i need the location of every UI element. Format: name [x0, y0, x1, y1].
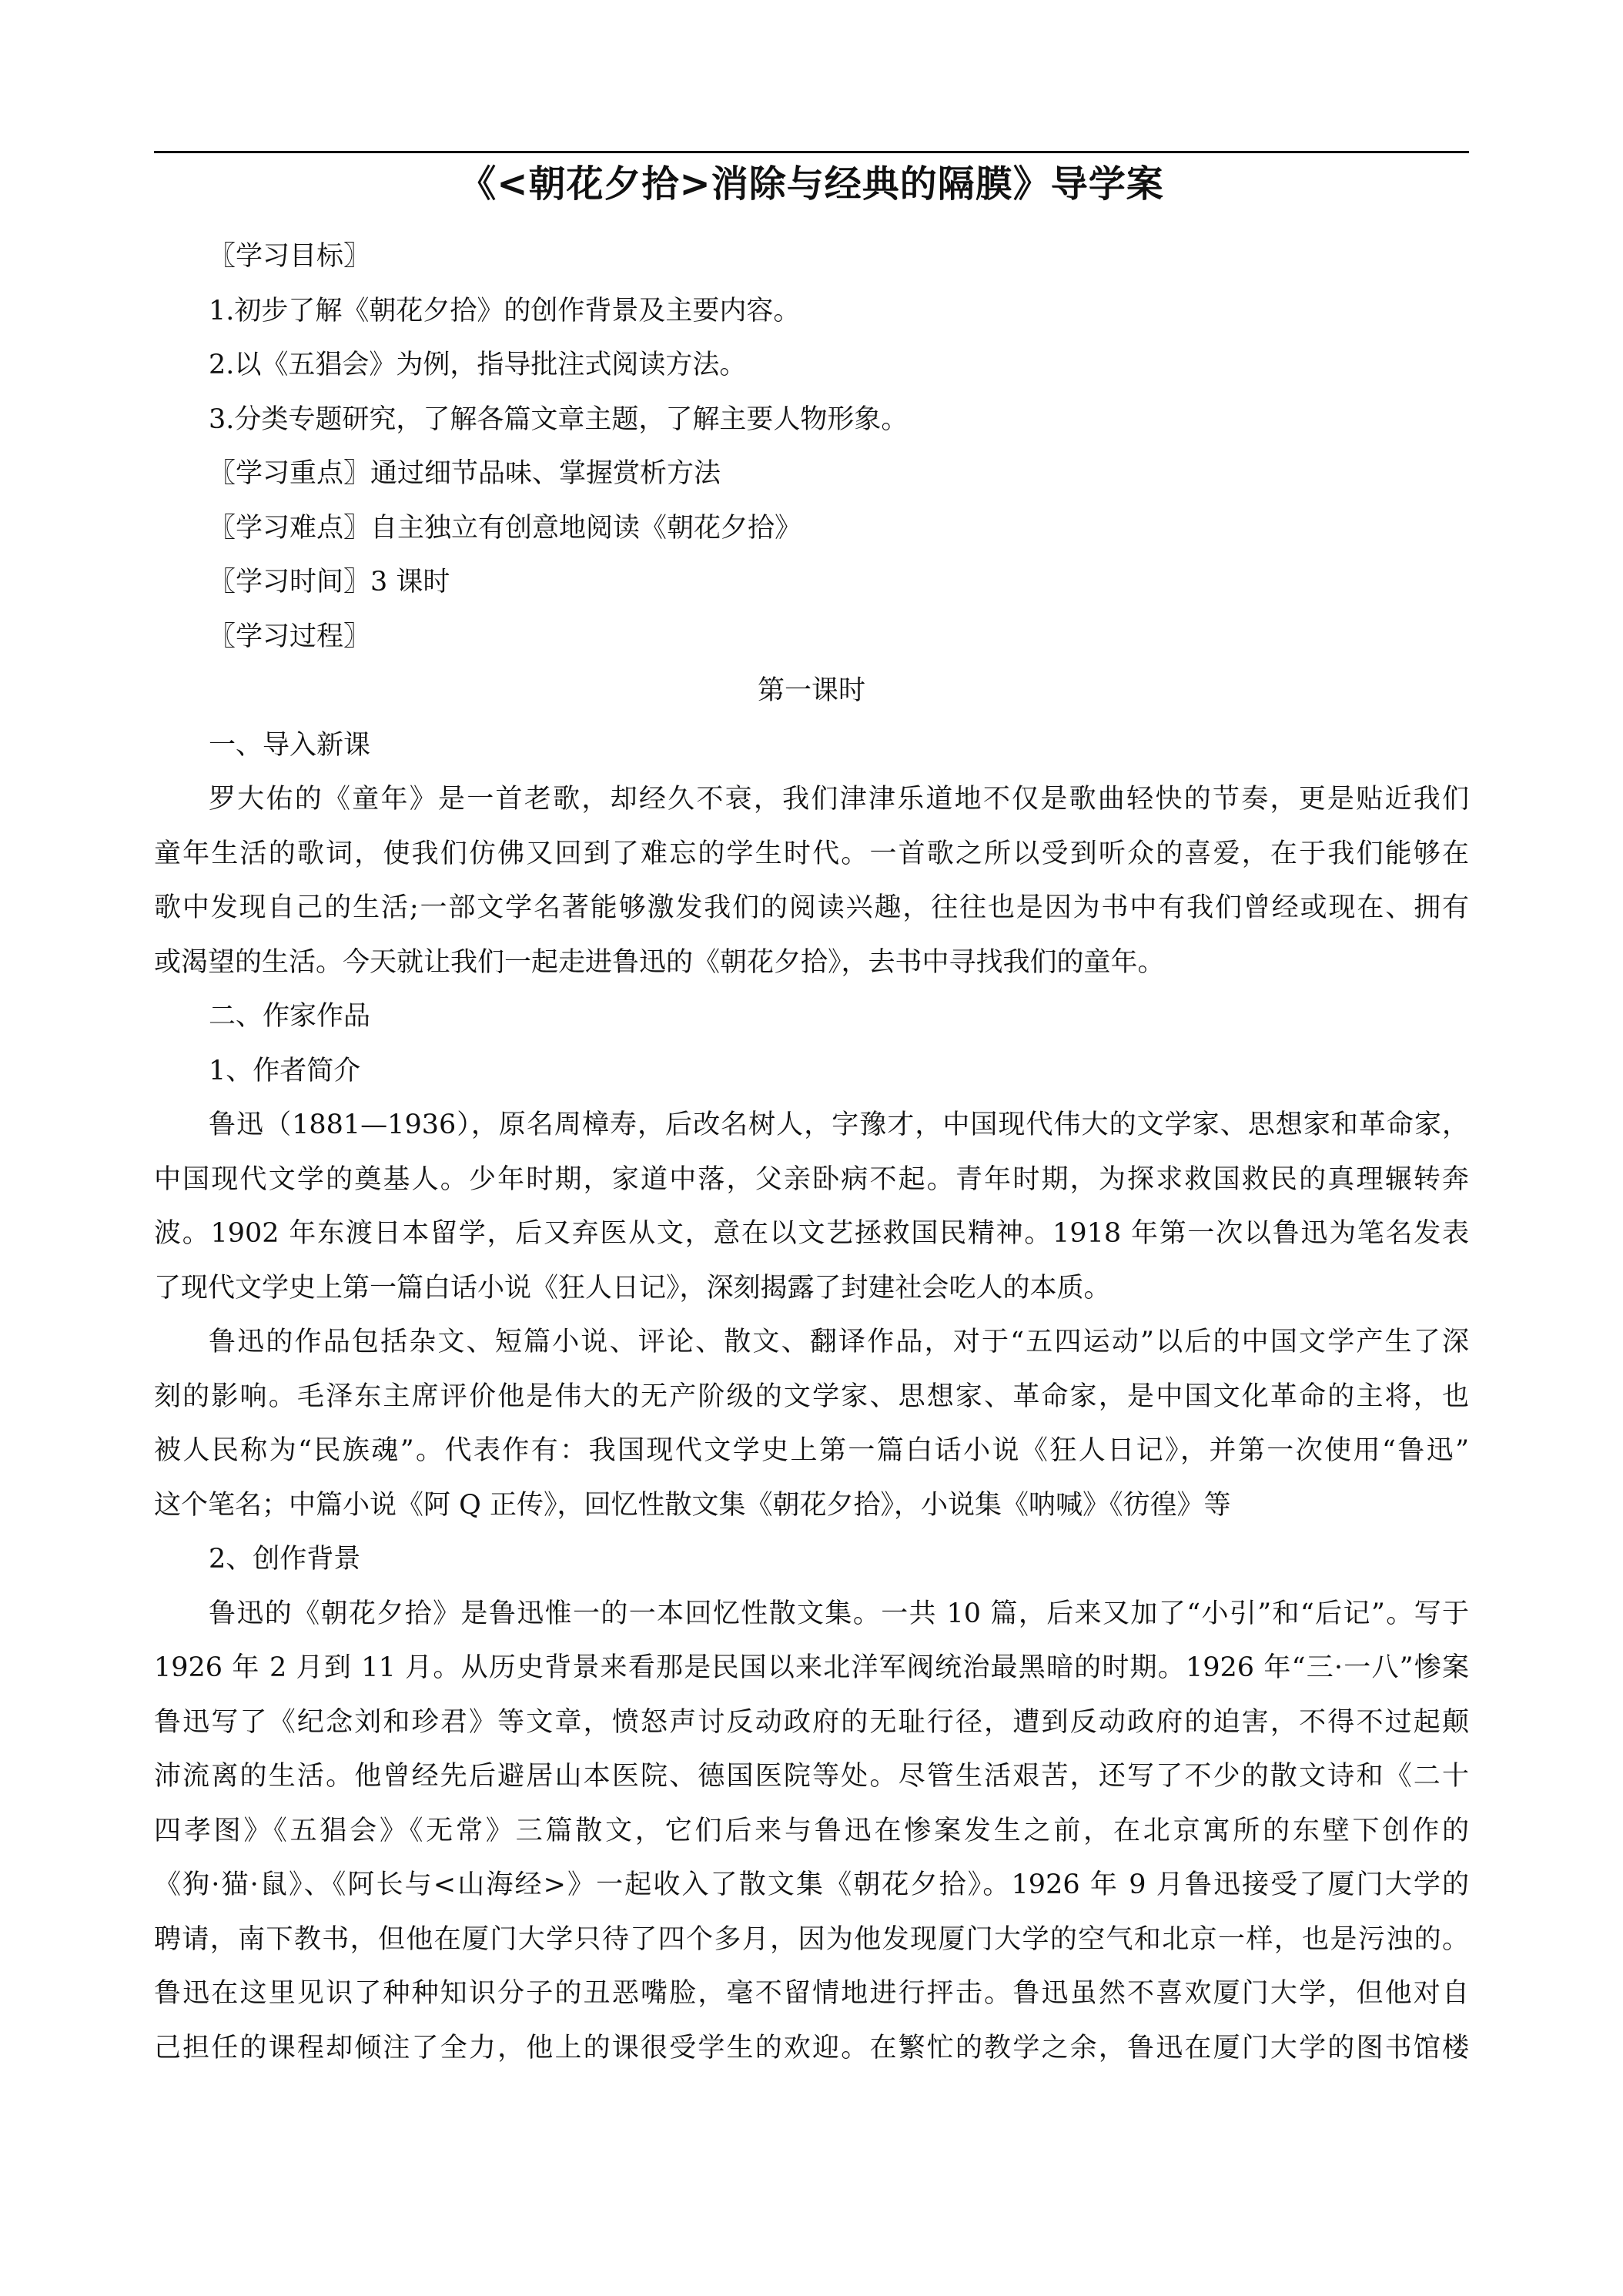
text-line: 歌中发现自己的生活;一部文学名著能够激发我们的阅读兴趣，往往也是因为书中有我们曾经或现在、拥有 [154, 892, 1469, 923]
section-heading: 第一课时 [757, 675, 865, 706]
header-rule [154, 151, 1469, 153]
document-body [154, 229, 1469, 2075]
text-line: 了现代文学史上第一篇白话小说《狂人日记》，深刻揭露了封建社会吃人的本质。 [154, 1272, 1111, 1304]
text-line: 〖学习时间〗3 课时 [209, 567, 450, 597]
text-line: 中国现代文学的奠基人。少年时期，家道中落，父亲卧病不起。青年时期，为探求救国救民的真理辗转奔 [154, 1163, 1469, 1195]
text-line: 刻的影响。毛泽东主席评价他是伟大的无产阶级的文学家、思想家、革命家，是中国文化革命的主将，也 [154, 1381, 1469, 1412]
text-line: 〖学习过程〗 [209, 621, 371, 652]
text-line: 鲁迅在这里见识了种种知识分子的丑恶嘴脸，毫不留情地进行抨击。鲁迅虽然不喜欢厦门大学，但他对自 [154, 1978, 1469, 2009]
text-line: 2.以《五猖会》为例，指导批注式阅读方法。 [209, 350, 747, 380]
text-line: 1、作者简介 [209, 1055, 361, 1086]
text-line: 鲁迅的作品包括杂文、短篇小说、评论、散文、翻译作品，对于“五四运动”以后的中国文学产生了深 [209, 1327, 1469, 1357]
text-line: 波。1902 年东渡日本留学，后又弃医从文，意在以文艺拯救国民精神。1918 年第一次以鲁迅为笔名发表 [154, 1218, 1469, 1249]
text-line: 《狗·猫·鼠》、《阿长与<山海经>》一起收入了散文集《朝花夕拾》。1926 年 9 月鲁迅接受了厦门大学的 [154, 1869, 1469, 1900]
text-line: 二、作家作品 [209, 1001, 371, 1032]
text-line: 鲁迅（1881—1936），原名周樟寿，后改名树人，字豫才，中国现代伟大的文学家、思想家和革命家， [209, 1110, 1469, 1140]
text-line: 聘请，南下教书，但他在厦门大学只待了四个多月，因为他发现厦门大学的空气和北京一样，也是污浊的。 [154, 1923, 1469, 1955]
text-line: 3.分类专题研究，了解各篇文章主题，了解主要人物形象。 [209, 403, 909, 435]
document-title: 《<朝花夕拾>消除与经典的隔膜》导学案 [459, 162, 1164, 206]
text-line: 鲁迅的《朝花夕拾》是鲁迅惟一的一本回忆性散文集。一共 10 篇，后来又加了“小引”和“后记”。写于 [209, 1598, 1469, 1629]
text-line: 沛流离的生活。他曾经先后避居山本医院、德国医院等处。尽管生活艰苦，还写了不少的散文诗和《二十 [154, 1761, 1469, 1792]
text-line: 一、导入新课 [209, 729, 371, 761]
text-line: 1926 年 2 月到 11 月。从历史背景来看那是民国以来北洋军阀统治最黑暗的时期。1926 年“三·一八”惨案 [154, 1652, 1469, 1683]
text-line: 童年生活的歌词，使我们仿佛又回到了难忘的学生时代。一首歌之所以受到听众的喜爱，在于我们能够在 [154, 838, 1469, 869]
text-line: 〖学习重点〗通过细节品味、掌握赏析方法 [209, 458, 721, 489]
text-line: 罗大佑的《童年》是一首老歌，却经久不衰，我们津津乐道地不仅是歌曲轻快的节奏，更是贴近我们 [209, 784, 1469, 815]
text-line: 2、创作背景 [209, 1544, 361, 1575]
text-line: 1.初步了解《朝花夕拾》的创作背景及主要内容。 [209, 295, 801, 326]
text-line: 〖学习目标〗 [209, 241, 371, 272]
text-line: 〖学习难点〗自主独立有创意地阅读《朝花夕拾》 [209, 512, 802, 544]
text-line: 四孝图》《五猖会》《无常》三篇散文，它们后来与鲁迅在惨案发生之前，在北京寓所的东壁下创作的 [154, 1815, 1469, 1846]
text-line: 己担任的课程却倾注了全力，他上的课很受学生的欢迎。在繁忙的教学之余，鲁迅在厦门大学的图书馆楼 [154, 2032, 1469, 2063]
text-line: 鲁迅写了《纪念刘和珍君》等文章，愤怒声讨反动政府的无耻行径，遭到反动政府的迫害，不得不过起颠 [154, 1706, 1469, 1738]
text-line: 这个笔名；中篇小说《阿 Q 正传》，回忆性散文集《朝花夕拾》，小说集《呐喊》《彷徨》等 [154, 1489, 1231, 1521]
text-line: 或渴望的生活。今天就让我们一起走进鲁迅的《朝花夕拾》，去书中寻找我们的童年。 [154, 946, 1165, 978]
text-line: 被人民称为“民族魂”。代表作有：我国现代文学史上第一篇白话小说《狂人日记》，并第一次使用“鲁迅” [154, 1435, 1469, 1466]
